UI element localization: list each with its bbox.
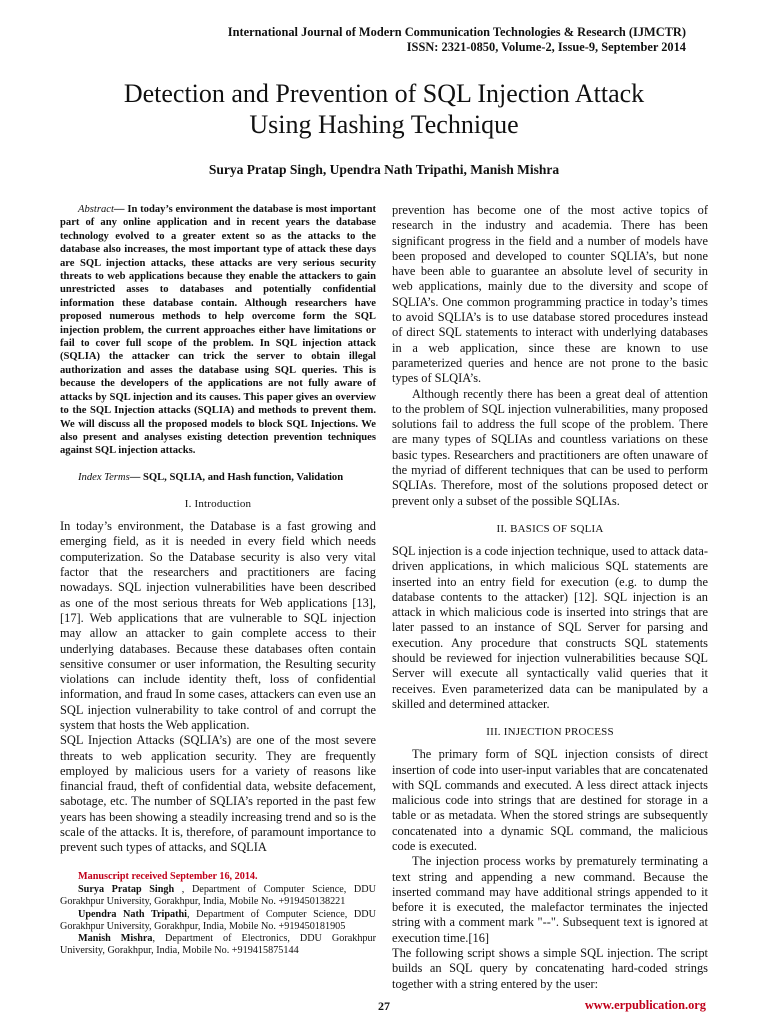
publisher-website: www.erpublication.org (584, 998, 706, 1012)
section-heading-introduction: I. Introduction (184, 498, 252, 511)
paper-title-line-1: Detection and Prevention of SQL Injection Attack (123, 79, 645, 108)
right-column (392, 203, 708, 992)
author-footnote-2-name: Upendra Nath Tripathi (78, 908, 187, 920)
abstract-text: — In today’s environment the database is most important part of any online application and in recent years the database technology evolved to a greater extent so as the attacks to the database also increases, the most important type of attack these days are SQL injection attacks, these attacks are very serious security threats to web applications because they enable the attackers to gain unrestricted asses to databases and potentially confidential information these database contain. Although researchers have proposed numerous methods to help overcome form the SQL injection problem, the current approaches either have limitations or fail to cover full scope of the problem. In SQL injection attack (SQLIA) the attacker can trick the server to obtain illegal authorization and asses the database using SQL queries. This is because the developers of the applications are not fully aware of attacks by SQL injection and its causes. This paper gives an overview to the SQL Injection attacks (SQLIA) and methods to prevent them. We will discuss all the proposed models to block SQL Injections. We also present and analyses existing detection prevention techniques against SQL injection attacks. (60, 204, 376, 457)
section-heading-injection-process: III. INJECTION PROCESS (486, 726, 614, 739)
author-footnote-1-name: Surya Pratap Singh (78, 884, 175, 896)
index-terms-text: — SQL, SQLIA, and Hash function, Validation (129, 471, 344, 483)
journal-header (228, 25, 686, 54)
journal-issn: ISSN: 2321-0850, Volume-2, Issue-9, September 2014 (406, 39, 686, 54)
basics-paragraph: SQL injection is a code injection technique, used to attack data-driven applications, in which malicious SQL statements are inserted into an entry field for execution (e.g. to dump the database contents to the attacker) [12]. SQL injection is an attack in which malicious code is inserted into strings that are later passed to an instance of SQL Server for parsing and execution. Any procedure that constructs SQL statements should be reviewed for injection vulnerabilities because SQL Server will execute all syntactically valid queries that it receives. Even parameterized data can be manipulated by a skilled and determined attacker. (392, 543, 708, 711)
author-footnote-3-text: , Department of Electronics, DDU Gorakhpur University, Gorakhpur, India, Mobile No. +919415875144 (60, 933, 376, 957)
journal-name: International Journal of Modern Communication Technologies & Research (IJMCTR) (227, 25, 686, 39)
author-footnote-1 (60, 884, 376, 908)
paper-title (0, 78, 768, 140)
process-paragraph-1: The primary form of SQL injection consists of direct insertion of code into user-input variables that are concatenated with SQL commands and executed. A less direct attack injects malicious code into strings that are destined for storage in a table or as metadata. When the stored strings are subsequently concatenated into a dynamic SQL command, the malicious code is executed. (392, 747, 708, 853)
author-footnote-3-name: Manish Mishra (78, 933, 153, 945)
left-column (60, 203, 376, 856)
right-paragraph-2: Although recently there has been a great deal of attention to the problem of SQL injection vulnerabilities, many proposed solutions fail to address the full scope of the problem. There are many types of SQLIAs and countless variations on these basic types. Researchers and practitioners are often unaware of the myriad of different techniques that can be used to perform SQLIAs. Therefore, most of the solutions proposed detect or prevent only a subset of the possible SQLIAs. (392, 386, 708, 508)
right-paragraph-1: prevention has become one of the most active topics of research in the industry and academia. There has been significant progress in the field and a number of models have been proposed and developed to counter SQLIA’s, but none have been able to guarantee an absolute level of security in web applications, mainly due to the diversity and scope of SQLIA’s. One common programming practice in today’s times to avoid SQLIA’s is to use database stored procedures instead of direct SQL statements to interact with underlying databases in a web application, since these are known to use parameterized queries and hence are not prone to the basic types of SLQIA’s. (392, 203, 708, 386)
author-footnote-3 (60, 933, 376, 957)
author-list: Surya Pratap Singh, Upendra Nath Tripathi, Manish Mishra (208, 162, 560, 177)
paper-title-line-2: Using Hashing Technique (249, 110, 519, 139)
intro-paragraph-1: In today’s environment, the Database is a fast growing and emerging field, as it is needed in every field which needs computerization. So the Database security is also very vital factor that the researchers and practitioners are facing nowadays. SQL injection vulnerabilities have been described as one of the most serious threats for Web applications [13], [17]. Web applications that are vulnerable to SQL injection may allow an attacker to gain complete access to their underlying databases. Because these databases often contain sensitive consumer or user information, the Resulting security violations can include identity theft, loss of confidential information, and fraud In some cases, attackers can even use an SQL injection vulnerability to take control of and corrupt the system that hosts the Web application. (60, 519, 376, 732)
section-heading-basics: II. BASICS OF SQLIA (496, 522, 604, 535)
abstract-label: Abstract (78, 204, 114, 215)
page-number: 27 (378, 999, 390, 1013)
abstract (60, 203, 376, 458)
manuscript-received: Manuscript received September 16, 2014. (78, 871, 258, 882)
author-footnote-2 (60, 909, 376, 933)
process-paragraph-3: The following script shows a simple SQL injection. The script builds an SQL query by concatenating hard-coded strings together with a string entered by the user: (392, 946, 708, 991)
author-footnote-1-text: , Department of Computer Science, DDU Gorakhpur University, Gorakhpur, India, Mobile No. +919450138221 (60, 884, 376, 908)
process-paragraph-2: The injection process works by prematurely terminating a text string and appending a new command. Because the inserted command may have additional strings appended to it before it is executed, the malefactor terminates the injected string with a comment mark "--". Subsequent text is ignored at execution time.[16] (392, 854, 708, 945)
index-terms (60, 471, 376, 484)
author-footnote-2-text: , Department of Computer Science, DDU Gorakhpur University, Gorakhpur, India, Mobile No. +919450181905 (60, 908, 376, 932)
author-footnotes (60, 871, 376, 957)
index-terms-label: Index Terms (78, 471, 130, 483)
intro-paragraph-2: SQL Injection Attacks (SQLIA’s) are one of the most severe threats to web application security. They are frequently employed by malicious users for a variety of reasons like financial fraud, theft of confidential data, website defacement, sabotage, etc. The number of SQLIA’s reported in the past few years has been showing a steadily increasing trend and so is the scale of the attacks. It is, therefore, of paramount importance to prevent such types of attacks, and SQLIA (60, 733, 376, 855)
